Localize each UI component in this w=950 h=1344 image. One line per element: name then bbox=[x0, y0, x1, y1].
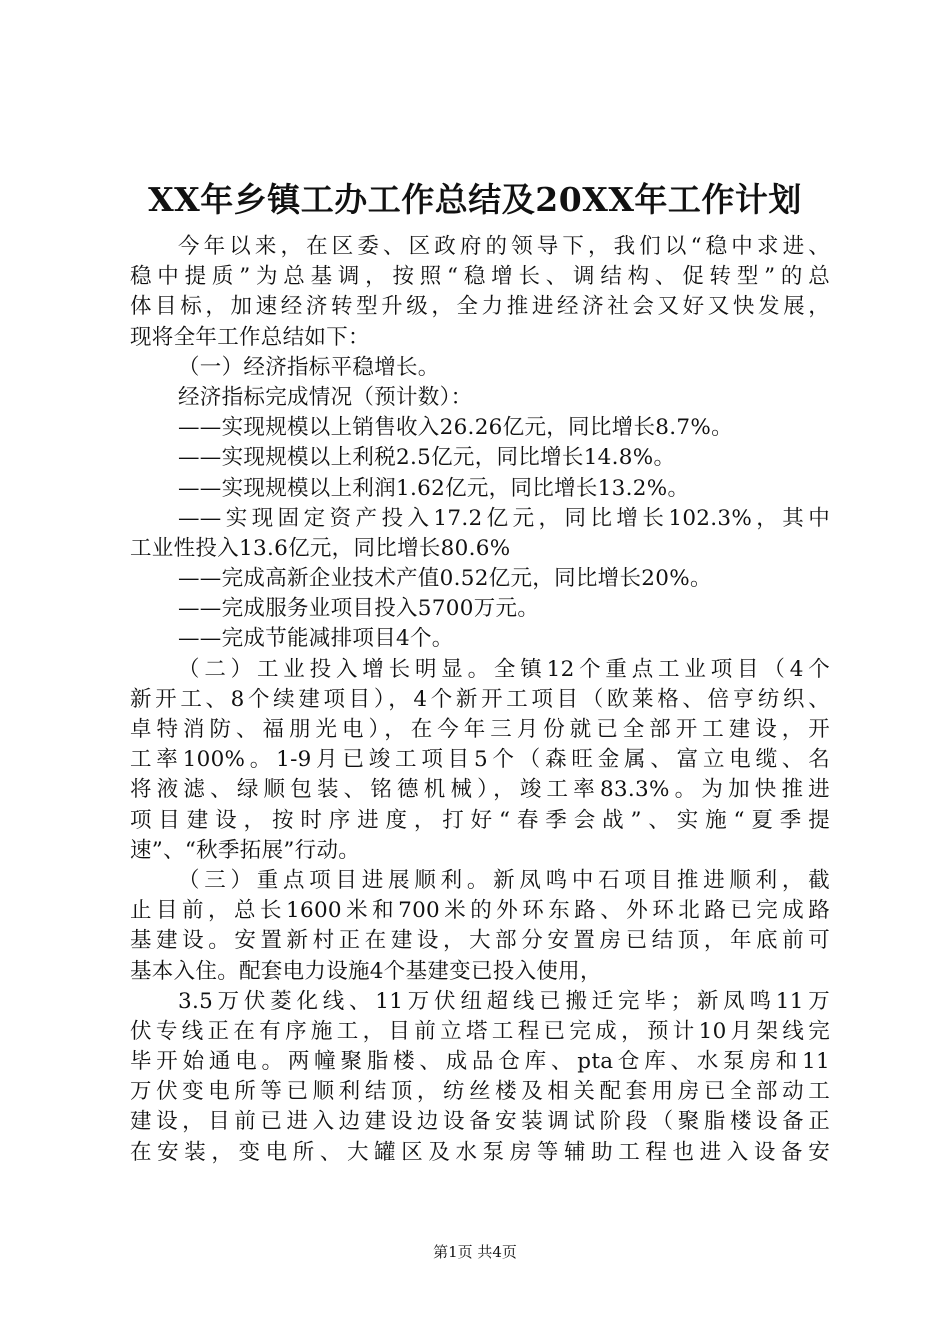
text-line: 项目建设，按时序进度，打好“春季会战”、实施“夏季提 bbox=[130, 807, 830, 833]
text-line: ——实现规模以上销售收入26.26亿元，同比增长8.7%。 bbox=[178, 415, 733, 441]
text-line: 新开工、8个续建项目），4个新开工项目（欧莱格、倍亨纺织、 bbox=[130, 686, 830, 712]
document-title: XX年乡镇工办工作总结及20XX年工作计划 bbox=[148, 180, 802, 219]
text-line: ——实现规模以上利润1.62亿元，同比增长13.2%。 bbox=[178, 475, 690, 501]
text-line: ——完成服务业项目投入5700万元。 bbox=[178, 596, 540, 622]
text-line: 万伏变电所等已顺利结顶，纺丝楼及相关配套用房已全部动工 bbox=[130, 1079, 830, 1105]
text-line: 工率100%。1-9月已竣工项目5个（森旺金属、富立电缆、名 bbox=[130, 747, 830, 773]
text-line: 止目前，总长1600米和700米的外环东路、外环北路已完成路 bbox=[130, 898, 830, 924]
text-line: ——实现规模以上利税2.5亿元，同比增长14.8%。 bbox=[178, 445, 676, 471]
text-line: 毕开始通电。两幢聚脂楼、成品仓库、pta仓库、水泵房和11 bbox=[130, 1049, 830, 1075]
text-line: ——实现固定资产投入17.2亿元，同比增长102.3%，其中 bbox=[178, 505, 830, 531]
text-line: 今年以来，在区委、区政府的领导下，我们以“稳中求进、 bbox=[178, 234, 830, 259]
text-line: （三）重点项目进展顺利。新凤鸣中石项目推进顺利，截 bbox=[178, 867, 830, 893]
text-line: 将液滤、绿顺包装、铭德机械），竣工率83.3%。为加快推进 bbox=[130, 777, 830, 803]
text-line: （一）经济指标平稳增长。 bbox=[178, 354, 440, 380]
text-line: （二）工业投入增长明显。全镇12个重点工业项目（4个 bbox=[178, 656, 830, 682]
text-line: 经济指标完成情况（预计数）： bbox=[178, 384, 473, 410]
text-line: ——完成节能减排项目4个。 bbox=[178, 626, 454, 652]
text-line: 3.5万伏菱化线、11万伏纽超线已搬迁完毕；新凤鸣11万 bbox=[178, 988, 830, 1014]
text-line: 现将全年工作总结如下： bbox=[130, 324, 370, 350]
text-line: 稳中提质”为总基调，按照“稳增长、调结构、促转型”的总 bbox=[130, 264, 830, 290]
text-line: 工业性投入13.6亿元，同比增长80.6% bbox=[130, 535, 511, 561]
text-line: 基本入住。配套电力设施4个基建变已投入使用， bbox=[130, 958, 602, 984]
text-line: 伏专线正在有序施工，目前立塔工程已完成，预计10月架线完 bbox=[130, 1018, 830, 1044]
text-line: 在安装，变电所、大罐区及水泵房等辅助工程也进入设备安 bbox=[130, 1139, 830, 1165]
text-line: 卓特消防、福朋光电），在今年三月份就已全部开工建设，开 bbox=[130, 717, 830, 742]
page-footer: 第1页 共4页 bbox=[433, 1243, 517, 1261]
text-line: 基建设。安置新村正在建设，大部分安置房已结顶，年底前可 bbox=[130, 928, 830, 954]
document-body bbox=[130, 232, 830, 1168]
text-line: 体目标，加速经济转型升级，全力推进经济社会又好又快发展， bbox=[130, 294, 830, 320]
text-line: ——完成高新企业技术产值0.52亿元，同比增长20%。 bbox=[178, 566, 712, 592]
text-line: 速”、“秋季拓展”行动。 bbox=[130, 837, 361, 863]
text-line: 建设，目前已进入边建设边设备安装调试阶段（聚脂楼设备正 bbox=[130, 1109, 830, 1135]
